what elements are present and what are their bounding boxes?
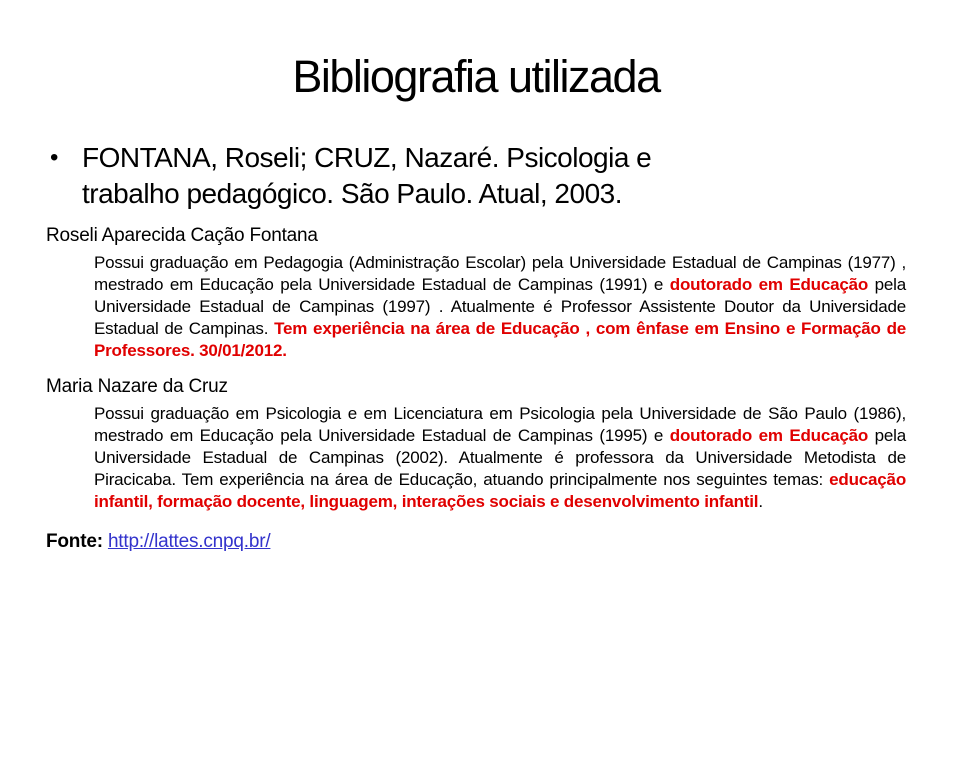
highlighted-text: Tem experiência na área de Educação , com ênfase em Ensino e Formação de Professores. 30/01/2012. <box>94 319 907 361</box>
author-name: Roseli Aparecida Cação Fontana <box>46 225 318 247</box>
author-section-maria <box>46 376 906 513</box>
bio-text: Possui graduação em Pedagogia (Administração Escolar) pela Universidade Estadual de Campinas (1977) , mestrado em Educação pela Universidade Estadual de Campinas (1991) e <box>94 253 906 295</box>
bio-text: . <box>758 492 763 512</box>
slide-title: Bibliografia utilizada <box>292 51 660 102</box>
bibliography-list <box>46 140 906 211</box>
source-label: Fonte: <box>46 531 103 553</box>
author-bio <box>94 403 906 513</box>
author-bio <box>94 252 906 362</box>
highlighted-text: educação infantil, formação docente, linguagem, interações sociais e desenvolvimento infantil <box>94 470 906 512</box>
highlighted-text: doutorado em Educação <box>669 275 869 295</box>
highlighted-text: doutorado em Educação <box>669 426 869 446</box>
bibliography-reference-text: FONTANA, Roseli; CRUZ, Nazaré. Psicologia e trabalho pedagógico. São Paulo. Atual, 2003. <box>82 142 652 209</box>
bullet-icon: • <box>50 144 58 171</box>
author-name: Maria Nazare da Cruz <box>46 376 228 398</box>
bio-text: Possui graduação em Psicologia e em Licenciatura em Psicologia pela Universidade de São Paulo (1986), mestrado em Educação pela Universidade Estadual de Campinas (1995) e <box>94 404 906 446</box>
source-link[interactable]: http://lattes.cnpq.br/ <box>107 531 271 553</box>
author-section-roseli <box>46 225 906 362</box>
source-line <box>46 531 906 553</box>
bibliography-entry <box>50 140 906 211</box>
bio-text: pela Universidade Estadual de Campinas (2002). Atualmente é professora da Universidade Metodista de Piracicaba. Tem experiência na área de Educação, atuando principalmente nos seguintes temas: <box>94 426 907 490</box>
bio-text: pela Universidade Estadual de Campinas (1997) . Atualmente é Professor Assistente Doutor da Universidade Estadual de Campinas. <box>94 275 907 339</box>
slide <box>0 50 960 770</box>
